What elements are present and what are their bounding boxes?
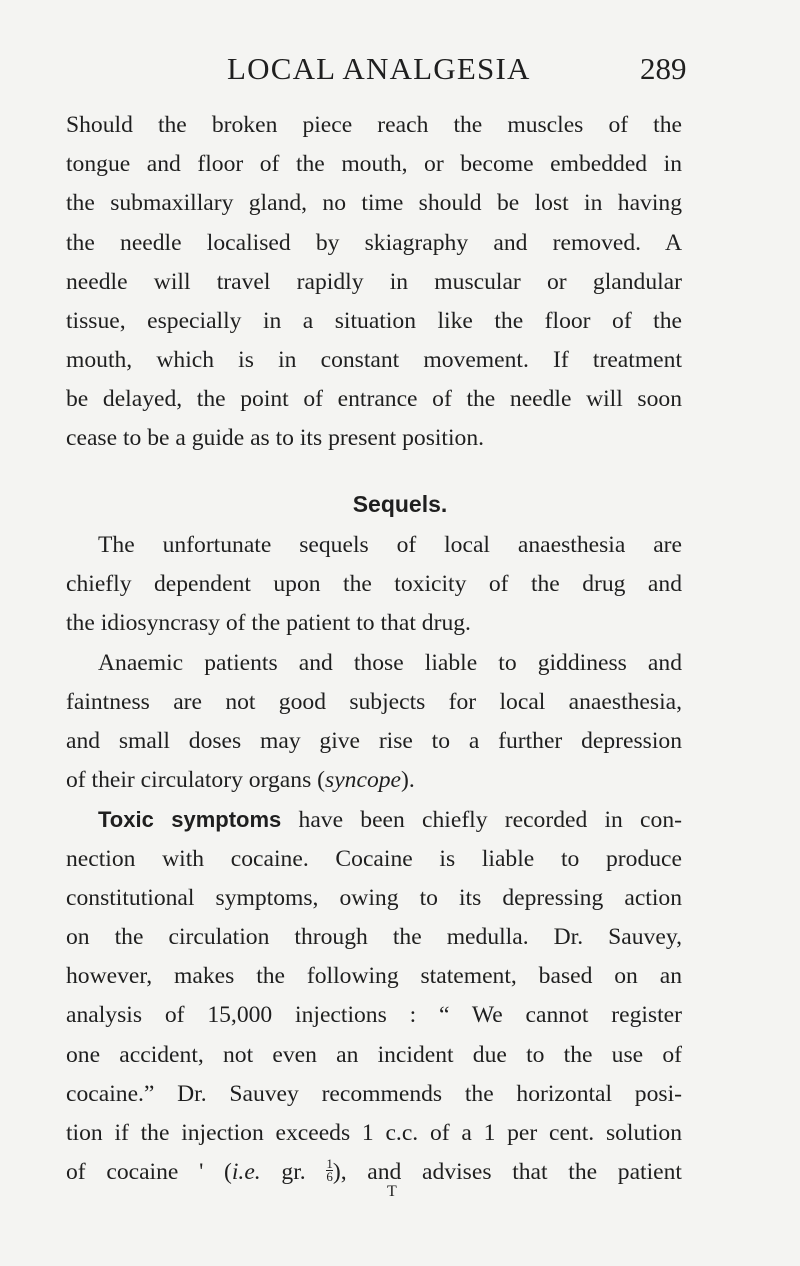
text-line: Anaemic patients and those liable to giddiness and [98,650,682,676]
text-line: mouth, which is in constant movement. If treatment [66,347,682,373]
text-line: one accident, not even an incident due to the use of [66,1042,682,1068]
text-run: gr. [260,1159,327,1185]
italic-term: syncope [325,767,402,793]
text-line: tion if the injection exceeds 1 c.c. of a 1 per cent. solution [66,1120,682,1146]
running-head: LOCAL ANALGESIA [227,51,531,86]
text-line [98,805,682,835]
text-line: The unfortunate sequels of local anaesthesia are [98,532,682,558]
text-line: nection with cocaine. Cocaine is liable to produce [66,846,682,872]
text-line: be delayed, the point of entrance of the needle will soon [66,386,682,412]
text-line: cocaine.” Dr. Sauvey recommends the horizontal posi- [66,1081,682,1107]
text-line: chiefly dependent upon the toxicity of the drug and [66,571,682,597]
text-run: of cocaine ' ( [66,1159,232,1185]
text-line: constitutional symptoms, owing to its depressing action [66,885,682,911]
text-line: on the circulation through the medulla. Dr. Sauvey, [66,924,682,950]
page-header [0,50,800,90]
text-line: the submaxillary gland, no time should be lost in having [66,190,682,216]
text-line: the needle localised by skiagraphy and removed. A [66,230,682,256]
bold-lead-term: Toxic symptoms [98,807,282,832]
fraction-numerator: 1 [326,1156,333,1171]
text-line: needle will travel rapidly in muscular or glandular [66,269,682,295]
text-line: tissue, especially in a situation like the floor of the [66,308,682,334]
fraction-denominator: 6 [326,1169,333,1184]
text-line: Should the broken piece reach the muscles of the [66,112,682,138]
italic-term: i.e. [231,1159,261,1185]
text-line: cease to be a guide as to its present position. [66,425,485,451]
text-line: faintness are not good subjects for local anaesthesia, [66,689,682,715]
page-number: 289 [640,51,687,86]
text-run: ). [401,767,415,793]
text-line [66,1157,682,1187]
text-run: have been chiefly recorded in con- [298,807,682,833]
text-line: however, makes the following statement, based on an [66,963,682,989]
section-heading: Sequels. [352,491,448,517]
text-line: analysis of 15,000 injections : “ We cannot register [66,1002,682,1028]
text-line: and small doses may give rise to a further depression [66,728,682,754]
text-run: ), and advises that the patient [332,1159,682,1185]
signature-mark: T [387,1183,397,1200]
text-line [66,765,415,795]
text-run: of their circulatory organs ( [66,767,326,793]
text-line: tongue and floor of the mouth, or become embedded in [66,151,682,177]
text-line: the idiosyncrasy of the patient to that drug. [66,610,471,636]
